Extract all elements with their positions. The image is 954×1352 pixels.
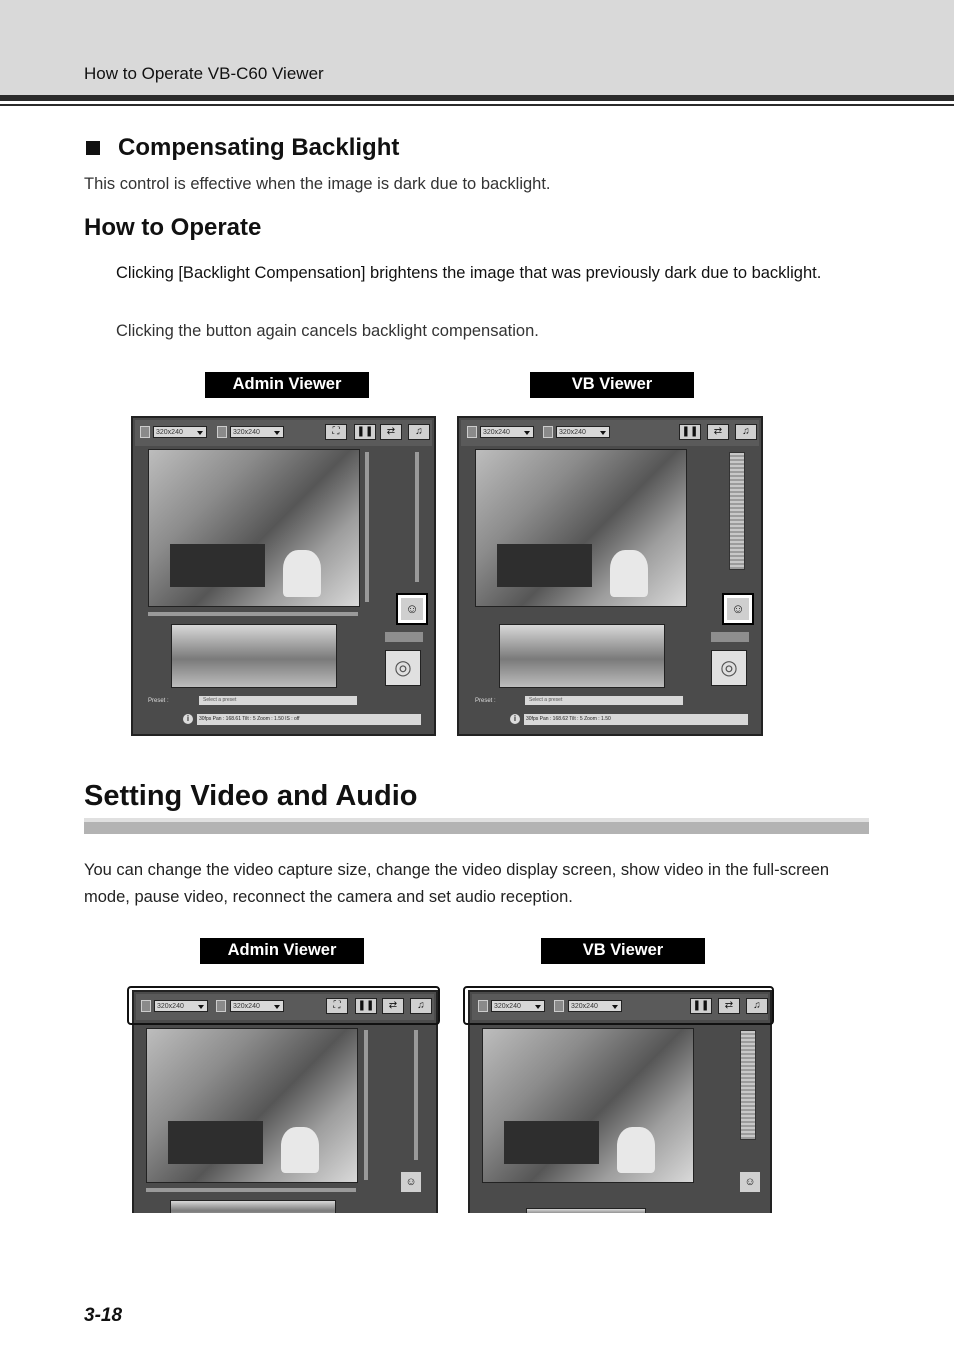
display-size-icon (543, 426, 553, 438)
display-size-select[interactable]: 320x240 (568, 1000, 622, 1012)
intro-paragraph: This control is effective when the image is dark due to backlight. (84, 175, 551, 193)
zoom-slider[interactable] (415, 452, 419, 582)
running-head: How to Operate VB-C60 Viewer (84, 64, 324, 83)
reconnect-icon[interactable]: ⇄ (380, 424, 402, 440)
display-size-select[interactable]: 320x240 (230, 1000, 284, 1012)
page-number: 3-18 (84, 1305, 123, 1326)
pan-slider[interactable] (146, 1188, 356, 1192)
reconnect-icon[interactable]: ⇄ (718, 998, 740, 1014)
info-icon: i (510, 714, 520, 724)
video-display (475, 449, 687, 607)
reconnect-icon[interactable]: ⇄ (707, 424, 729, 440)
preset-label: Preset : (148, 698, 169, 704)
fullscreen-icon[interactable]: ⛶ (326, 998, 348, 1014)
zoom-slider[interactable] (414, 1030, 418, 1160)
status-bar: 30fps Pan : 168.62 Tilt : 5 Zoom : 1.50 (524, 714, 748, 725)
display-size-icon (217, 426, 227, 438)
volume-slider[interactable] (729, 452, 745, 570)
control-indicator (385, 632, 423, 642)
volume-slider[interactable] (740, 1030, 756, 1140)
admin-viewer-screenshot (131, 416, 436, 736)
tilt-slider[interactable] (365, 452, 369, 602)
section-heading-video-audio: Setting Video and Audio (84, 780, 418, 812)
audio-icon[interactable]: ♫ (408, 424, 430, 440)
preset-label: Preset : (475, 698, 496, 704)
status-bar: 30fps Pan : 168.61 Tilt : 5 Zoom : 1.50 IS : off (197, 714, 421, 725)
tilt-slider[interactable] (364, 1030, 368, 1180)
video-display (146, 1028, 358, 1183)
preset-select[interactable]: Select a preset (525, 696, 683, 705)
section-heading-backlight (84, 134, 399, 162)
display-size-select[interactable]: 320x240 (556, 426, 610, 438)
note-paragraph: Clicking the button again cancels backlight compensation. (116, 322, 539, 340)
control-pad-icon[interactable]: ◎ (385, 650, 421, 686)
label-admin-viewer: Admin Viewer (205, 372, 369, 398)
pause-icon[interactable]: ❚❚ (690, 998, 712, 1014)
panorama-view[interactable] (526, 1208, 646, 1213)
preset-select[interactable]: Select a preset (199, 696, 357, 705)
panorama-view[interactable] (171, 624, 337, 688)
label-vb-viewer-2: VB Viewer (541, 938, 705, 964)
heading-text: Compensating Backlight (118, 134, 400, 161)
toolbar-highlight-admin (127, 986, 440, 1025)
label-admin-viewer-2: Admin Viewer (200, 938, 364, 964)
pan-slider[interactable] (148, 612, 358, 616)
pause-icon[interactable]: ❚❚ (679, 424, 701, 440)
control-indicator (711, 632, 749, 642)
video-audio-paragraph: You can change the video capture size, change the video display screen, show video in the full-screen mode, pause video, reconnect the camera and set audio reception. (84, 861, 830, 906)
vb-viewer-screenshot (457, 416, 763, 736)
capture-size-icon (467, 426, 477, 438)
capture-size-icon (140, 426, 150, 438)
display-size-select[interactable]: 320x240 (230, 426, 284, 438)
toolbar (135, 420, 432, 446)
label-vb-viewer: VB Viewer (530, 372, 694, 398)
toolbar (461, 420, 759, 446)
backlight-icon[interactable]: ☺ (740, 1172, 760, 1192)
header-rule-thin (0, 104, 954, 106)
panorama-view[interactable] (499, 624, 665, 688)
section-rule (84, 818, 869, 834)
pause-icon[interactable]: ❚❚ (355, 998, 377, 1014)
info-icon: i (183, 714, 193, 724)
video-display (148, 449, 360, 607)
audio-icon[interactable]: ♫ (746, 998, 768, 1014)
capture-size-select[interactable]: 320x240 (154, 1000, 208, 1012)
reconnect-icon[interactable]: ⇄ (382, 998, 404, 1014)
audio-icon[interactable]: ♫ (410, 998, 432, 1014)
control-pad-icon[interactable]: ◎ (711, 650, 747, 686)
toolbar-highlight-vb (463, 986, 774, 1025)
header-rule (0, 95, 954, 101)
sub-heading: How to Operate (84, 214, 262, 241)
pause-icon[interactable]: ❚❚ (354, 424, 376, 440)
video-display (482, 1028, 694, 1183)
capture-size-select[interactable]: 320x240 (480, 426, 534, 438)
panorama-view[interactable] (170, 1200, 336, 1213)
backlight-icon[interactable]: ☺ (401, 1172, 421, 1192)
audio-icon[interactable]: ♫ (735, 424, 757, 440)
fullscreen-icon[interactable]: ⛶ (325, 424, 347, 440)
capture-size-select[interactable]: 320x240 (491, 1000, 545, 1012)
backlight-icon[interactable]: ☺ (398, 595, 426, 623)
backlight-icon[interactable]: ☺ (724, 595, 752, 623)
step-paragraph: Clicking [Backlight Compensation] brightens the image that was previously dark due to backlight. (116, 264, 822, 282)
square-bullet-icon (86, 141, 100, 155)
capture-size-select[interactable]: 320x240 (153, 426, 207, 438)
